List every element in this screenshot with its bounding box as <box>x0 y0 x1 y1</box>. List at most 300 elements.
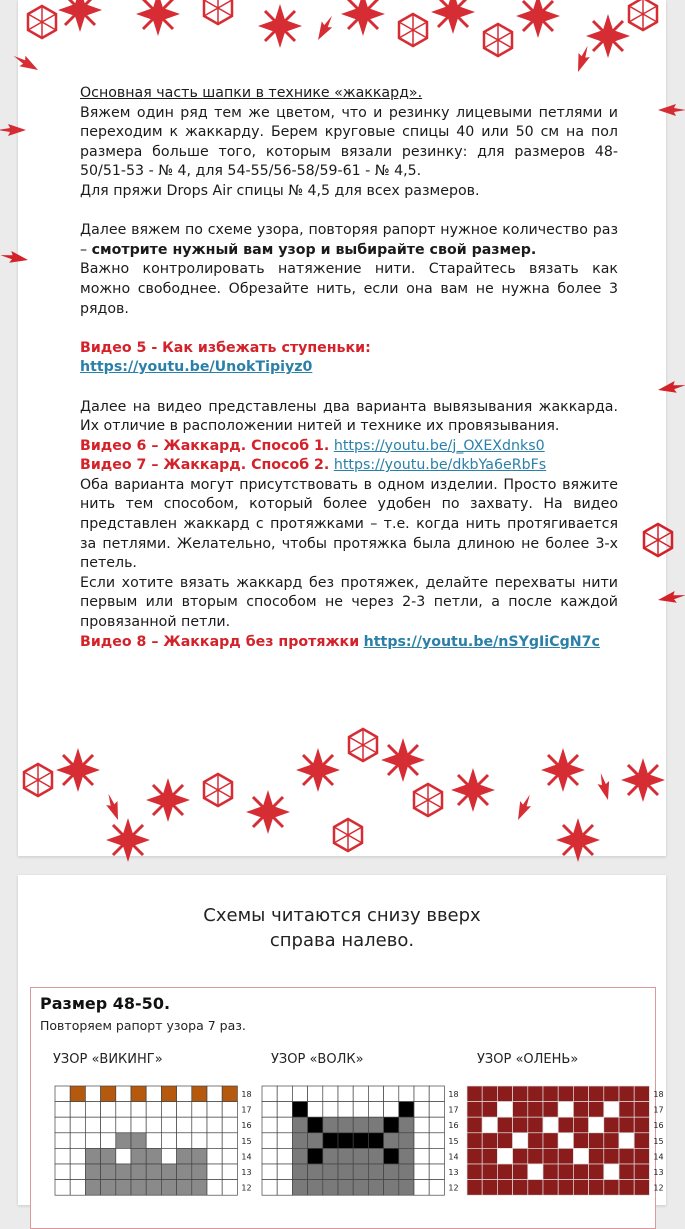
chart-cell <box>589 1180 604 1196</box>
video7-label: Видео 7 – Жаккард. Способ 2. <box>80 457 330 474</box>
document-text <box>80 84 618 652</box>
chart-cell <box>604 1164 619 1180</box>
chart-cell <box>467 1180 482 1196</box>
paragraph-tension: Важно контролировать натяжение нити. Старайтесь вязать как можно свободнее. Обрезайте нить, если она вам не нужна более 3 рядов. <box>80 261 618 317</box>
chart-cell <box>338 1086 353 1102</box>
chart-cell <box>353 1164 368 1180</box>
chart-cell <box>589 1086 604 1102</box>
chart-cell <box>513 1102 528 1118</box>
chart-cell <box>338 1148 353 1164</box>
chart-cell <box>85 1086 100 1102</box>
row-number: 16 <box>241 1121 252 1131</box>
chart-cell <box>497 1117 512 1133</box>
chart-cell <box>292 1164 307 1180</box>
chart-cell <box>384 1164 399 1180</box>
chart-cell <box>116 1117 131 1133</box>
chart-cell <box>277 1086 292 1102</box>
chart-cell <box>338 1164 353 1180</box>
chart-cell <box>513 1117 528 1133</box>
chart-cell <box>177 1133 192 1149</box>
chart-cell <box>338 1102 353 1118</box>
row-number: 18 <box>653 1090 664 1099</box>
chart-cell <box>558 1102 573 1118</box>
chart-cell <box>277 1117 292 1133</box>
chart-cell <box>338 1117 353 1133</box>
chart-cell <box>222 1148 237 1164</box>
chart-cell <box>543 1102 558 1118</box>
chart-cell <box>292 1102 307 1118</box>
chart-cell <box>308 1133 323 1149</box>
chart-cell <box>414 1102 429 1118</box>
chart-cell <box>131 1133 146 1149</box>
chart-cell <box>146 1102 161 1118</box>
chart-cell <box>70 1086 85 1102</box>
chart-cell <box>528 1086 543 1102</box>
chart-cell <box>399 1117 414 1133</box>
chart-cell <box>55 1117 70 1133</box>
row-number: 17 <box>241 1105 252 1115</box>
chart-cell <box>634 1117 649 1133</box>
row-number: 13 <box>448 1168 459 1177</box>
chart-cell <box>368 1180 383 1196</box>
chart-cell <box>55 1148 70 1164</box>
chart-cell <box>368 1086 383 1102</box>
row-number: 18 <box>448 1090 459 1099</box>
chart-cell <box>528 1148 543 1164</box>
chart-cell <box>497 1133 512 1149</box>
chart-cell <box>353 1180 368 1196</box>
chart-cell <box>146 1148 161 1164</box>
chart-cell <box>589 1133 604 1149</box>
row-number: 14 <box>241 1152 252 1162</box>
chart-cell <box>101 1086 116 1102</box>
chart-cell <box>262 1164 277 1180</box>
chart-cell <box>573 1133 588 1149</box>
paragraph-both-methods: Оба варианта могут присутствовать в одном изделии. Просто вяжите нить тем способом, который более удобен по захвату. На видео представлен жаккард с протяжками – т.е. когда нить протягивается за петлями. Желательно, чтобы протяжка была длиною не более 3-х петель. <box>80 476 618 572</box>
chart-cell <box>634 1148 649 1164</box>
chart-cell <box>414 1086 429 1102</box>
chart-cell <box>619 1180 634 1196</box>
chart-cell <box>85 1180 100 1196</box>
chart-cell <box>399 1180 414 1196</box>
chart-cell <box>528 1102 543 1118</box>
chart-cell <box>558 1180 573 1196</box>
chart-cell <box>70 1117 85 1133</box>
chart-cell <box>513 1148 528 1164</box>
chart-cell <box>482 1148 497 1164</box>
chart-cell <box>55 1133 70 1149</box>
chart-cell <box>467 1102 482 1118</box>
video8-link[interactable]: https://youtu.be/nSYgIiCgN7c <box>363 633 600 650</box>
chart-cell <box>513 1164 528 1180</box>
chart-cell <box>604 1148 619 1164</box>
chart-cell <box>528 1180 543 1196</box>
chart-cell <box>323 1117 338 1133</box>
pattern-grid-wolf <box>244 1086 459 1226</box>
row-number: 15 <box>241 1136 252 1146</box>
chart-cell <box>573 1148 588 1164</box>
chart-cell <box>161 1164 176 1180</box>
chart-cell <box>207 1133 222 1149</box>
chart-cell <box>467 1117 482 1133</box>
chart-cell <box>482 1086 497 1102</box>
chart-cell <box>262 1117 277 1133</box>
chart-cell <box>384 1148 399 1164</box>
row-number: 12 <box>241 1183 252 1193</box>
chart-cell <box>323 1164 338 1180</box>
chart-cell <box>323 1102 338 1118</box>
chart-cell <box>429 1164 444 1180</box>
chart-cell <box>513 1133 528 1149</box>
chart-cell <box>634 1102 649 1118</box>
chart-cell <box>323 1148 338 1164</box>
chart-cell <box>85 1133 100 1149</box>
chart-cell <box>101 1133 116 1149</box>
chart-cell <box>429 1148 444 1164</box>
chart-cell <box>414 1164 429 1180</box>
document-page-1 <box>18 0 666 856</box>
size-title: Размер 48-50. <box>40 994 171 1013</box>
chart-cell <box>207 1102 222 1118</box>
chart-cell <box>429 1086 444 1102</box>
row-number: 13 <box>653 1168 664 1177</box>
chart-cell <box>323 1180 338 1196</box>
chart-cell <box>604 1180 619 1196</box>
chart-cell <box>207 1180 222 1196</box>
video7-link[interactable]: https://youtu.be/dkbYa6eRbFs <box>333 457 547 474</box>
pattern-title-viking: УЗОР «ВИКИНГ» <box>53 1052 163 1067</box>
chart-cell <box>558 1133 573 1149</box>
chart-cell <box>207 1148 222 1164</box>
chart-cell <box>634 1133 649 1149</box>
chart-cell <box>207 1086 222 1102</box>
pattern-grid-deer <box>449 1086 664 1226</box>
chart-cell <box>70 1102 85 1118</box>
size-subtitle: Повторяем рапорт узора 7 раз. <box>40 1018 246 1033</box>
row-number: 17 <box>653 1105 664 1115</box>
row-number: 12 <box>653 1183 664 1193</box>
chart-cell <box>70 1133 85 1149</box>
chart-cell <box>414 1180 429 1196</box>
chart-reading-note <box>18 903 666 953</box>
chart-cell <box>353 1102 368 1118</box>
chart-cell <box>55 1180 70 1196</box>
chart-cell <box>619 1086 634 1102</box>
chart-cell <box>116 1164 131 1180</box>
chart-cell <box>131 1148 146 1164</box>
chart-cell <box>573 1164 588 1180</box>
row-number: 17 <box>448 1105 459 1115</box>
chart-cell <box>399 1164 414 1180</box>
chart-cell <box>604 1133 619 1149</box>
chart-cell <box>573 1117 588 1133</box>
chart-cell <box>604 1117 619 1133</box>
chart-cell <box>85 1164 100 1180</box>
chart-cell <box>384 1180 399 1196</box>
chart-cell <box>222 1180 237 1196</box>
chart-cell <box>467 1086 482 1102</box>
chart-cell <box>277 1133 292 1149</box>
chart-cell <box>384 1133 399 1149</box>
chart-cell <box>467 1148 482 1164</box>
chart-cell <box>161 1086 176 1102</box>
chart-cell <box>161 1148 176 1164</box>
chart-cell <box>543 1086 558 1102</box>
chart-cell <box>543 1117 558 1133</box>
chart-cell <box>399 1086 414 1102</box>
chart-cell <box>634 1180 649 1196</box>
chart-cell <box>177 1164 192 1180</box>
chart-cell <box>146 1133 161 1149</box>
chart-cell <box>262 1133 277 1149</box>
chart-cell <box>353 1117 368 1133</box>
row-number: 14 <box>653 1152 664 1162</box>
pattern-grid-viking <box>37 1086 252 1226</box>
chart-cell <box>207 1117 222 1133</box>
chart-cell <box>308 1148 323 1164</box>
chart-cell <box>131 1086 146 1102</box>
chart-cell <box>146 1180 161 1196</box>
chart-cell <box>467 1133 482 1149</box>
chart-cell <box>399 1133 414 1149</box>
chart-cell <box>192 1102 207 1118</box>
chart-cell <box>101 1164 116 1180</box>
chart-cell <box>353 1086 368 1102</box>
pattern-text: Далее вяжем по схеме узора, повторяя рапорт нужное количество раз – <box>80 222 618 258</box>
chart-cell <box>573 1086 588 1102</box>
paragraph-intro: Вяжем один ряд тем же цветом, что и резинку лицевыми петлями и переходим к жаккарду. Берем круговые спицы 40 или 50 см на пол размера больше того, которым вязали резинку: для размеров 48-50/51-53 - № 4, для 54-55/56-58/59-61 - № 4,5. <box>80 104 618 180</box>
chart-cell <box>482 1133 497 1149</box>
chart-cell <box>368 1164 383 1180</box>
chart-cell <box>192 1180 207 1196</box>
chart-cell <box>292 1148 307 1164</box>
chart-cell <box>353 1133 368 1149</box>
chart-cell <box>429 1117 444 1133</box>
chart-cell <box>429 1180 444 1196</box>
chart-cell <box>589 1164 604 1180</box>
chart-cell <box>338 1180 353 1196</box>
pattern-title-deer: УЗОР «ОЛЕНЬ» <box>477 1052 579 1067</box>
chart-cell <box>192 1133 207 1149</box>
video5-label: Видео 5 - Как избежать ступеньки: <box>80 339 371 356</box>
chart-cell <box>177 1148 192 1164</box>
chart-cell <box>308 1180 323 1196</box>
reading-note-line2: справа налево. <box>269 930 415 951</box>
chart-cell <box>70 1148 85 1164</box>
chart-cell <box>308 1102 323 1118</box>
chart-cell <box>262 1180 277 1196</box>
chart-cell <box>222 1117 237 1133</box>
size-section <box>30 987 664 1229</box>
document-page-2 <box>18 875 666 1205</box>
chart-cell <box>55 1164 70 1180</box>
chart-cell <box>131 1117 146 1133</box>
chart-cell <box>85 1102 100 1118</box>
chart-cell <box>192 1117 207 1133</box>
pattern-bold-text: смотрите нужный вам узор и выбирайте свой размер. <box>91 241 537 258</box>
chart-cell <box>338 1133 353 1149</box>
chart-cell <box>528 1164 543 1180</box>
chart-cell <box>634 1086 649 1102</box>
chart-cell <box>192 1148 207 1164</box>
chart-cell <box>604 1086 619 1102</box>
chart-cell <box>222 1164 237 1180</box>
chart-cell <box>528 1117 543 1133</box>
chart-cell <box>543 1133 558 1149</box>
chart-cell <box>146 1117 161 1133</box>
video6-link[interactable]: https://youtu.be/j_OXEXdnks0 <box>333 437 545 454</box>
chart-cell <box>543 1164 558 1180</box>
chart-cell <box>429 1102 444 1118</box>
chart-cell <box>101 1117 116 1133</box>
chart-cell <box>292 1086 307 1102</box>
paragraph-drops-air: Для пряжи Drops Air спицы № 4,5 для всех размеров. <box>80 182 480 199</box>
chart-cell <box>146 1164 161 1180</box>
chart-cell <box>161 1102 176 1118</box>
chart-cell <box>558 1117 573 1133</box>
chart-cell <box>292 1133 307 1149</box>
chart-cell <box>323 1086 338 1102</box>
chart-cell <box>55 1102 70 1118</box>
chart-cell <box>558 1086 573 1102</box>
chart-cell <box>101 1148 116 1164</box>
chart-cell <box>497 1086 512 1102</box>
chart-cell <box>262 1086 277 1102</box>
chart-cell <box>528 1133 543 1149</box>
chart-cell <box>85 1148 100 1164</box>
chart-cell <box>619 1148 634 1164</box>
chart-cell <box>192 1164 207 1180</box>
chart-cell <box>368 1102 383 1118</box>
chart-cell <box>634 1164 649 1180</box>
chart-cell <box>177 1180 192 1196</box>
row-number: 16 <box>448 1121 459 1131</box>
chart-cell <box>353 1148 368 1164</box>
row-number: 12 <box>448 1183 459 1193</box>
chart-cell <box>414 1117 429 1133</box>
chart-cell <box>543 1180 558 1196</box>
chart-cell <box>277 1102 292 1118</box>
chart-cell <box>589 1148 604 1164</box>
chart-cell <box>573 1102 588 1118</box>
chart-cell <box>277 1180 292 1196</box>
chart-cell <box>292 1180 307 1196</box>
chart-cell <box>131 1164 146 1180</box>
chart-cell <box>467 1164 482 1180</box>
video5-link[interactable]: https://youtu.be/UnokTipiyz0 <box>80 359 313 376</box>
chart-cell <box>207 1164 222 1180</box>
chart-cell <box>573 1180 588 1196</box>
chart-cell <box>497 1148 512 1164</box>
chart-cell <box>177 1102 192 1118</box>
chart-cell <box>161 1117 176 1133</box>
chart-cell <box>222 1086 237 1102</box>
chart-cell <box>414 1148 429 1164</box>
section-heading: Основная часть шапки в технике «жаккард». <box>80 85 423 101</box>
paragraph-no-floats: Если хотите вязать жаккард без протяжек, делайте перехваты нити первым или вторым способом не через 2-3 петли, а после каждой провязанной петли. <box>80 574 618 631</box>
row-number: 13 <box>241 1168 252 1177</box>
chart-cell <box>589 1102 604 1118</box>
paragraph-two-methods: Далее на видео представлены два варианта вывязывания жаккарда. Их отличие в расположении нитей и технике их провязывания. <box>80 398 618 435</box>
chart-cell <box>558 1148 573 1164</box>
chart-cell <box>116 1102 131 1118</box>
video8-label: Видео 8 – Жаккард без протяжки <box>80 633 360 650</box>
chart-cell <box>543 1148 558 1164</box>
row-number: 16 <box>653 1121 664 1131</box>
chart-cell <box>177 1086 192 1102</box>
reading-note-line1: Схемы читаются снизу вверх <box>203 905 481 926</box>
chart-cell <box>619 1164 634 1180</box>
chart-cell <box>116 1148 131 1164</box>
chart-cell <box>384 1086 399 1102</box>
chart-cell <box>222 1133 237 1149</box>
row-number: 15 <box>653 1136 664 1146</box>
chart-cell <box>308 1164 323 1180</box>
chart-cell <box>192 1086 207 1102</box>
chart-cell <box>308 1086 323 1102</box>
chart-cell <box>161 1133 176 1149</box>
chart-cell <box>70 1180 85 1196</box>
chart-cell <box>399 1102 414 1118</box>
chart-cell <box>146 1086 161 1102</box>
chart-cell <box>277 1164 292 1180</box>
chart-cell <box>482 1102 497 1118</box>
chart-cell <box>429 1133 444 1149</box>
chart-cell <box>619 1102 634 1118</box>
chart-cell <box>482 1117 497 1133</box>
chart-cell <box>619 1133 634 1149</box>
chart-cell <box>368 1133 383 1149</box>
chart-cell <box>262 1148 277 1164</box>
chart-cell <box>497 1102 512 1118</box>
chart-cell <box>116 1133 131 1149</box>
chart-cell <box>384 1117 399 1133</box>
chart-cell <box>604 1102 619 1118</box>
chart-cell <box>513 1180 528 1196</box>
chart-cell <box>131 1180 146 1196</box>
chart-cell <box>85 1117 100 1133</box>
chart-cell <box>277 1148 292 1164</box>
chart-cell <box>292 1117 307 1133</box>
chart-cell <box>589 1117 604 1133</box>
chart-cell <box>323 1133 338 1149</box>
chart-cell <box>368 1148 383 1164</box>
chart-cell <box>482 1164 497 1180</box>
chart-cell <box>177 1117 192 1133</box>
chart-cell <box>384 1102 399 1118</box>
chart-cell <box>513 1086 528 1102</box>
chart-cell <box>368 1117 383 1133</box>
chart-cell <box>497 1164 512 1180</box>
chart-cell <box>101 1180 116 1196</box>
video6-label: Видео 6 – Жаккард. Способ 1. <box>80 437 330 454</box>
chart-cell <box>262 1102 277 1118</box>
chart-cell <box>70 1164 85 1180</box>
row-number: 14 <box>448 1152 459 1162</box>
chart-cell <box>222 1102 237 1118</box>
chart-cell <box>116 1086 131 1102</box>
chart-cell <box>101 1102 116 1118</box>
pattern-title-wolf: УЗОР «ВОЛК» <box>271 1052 364 1067</box>
chart-cell <box>161 1180 176 1196</box>
chart-cell <box>497 1180 512 1196</box>
chart-cell <box>399 1148 414 1164</box>
chart-cell <box>558 1164 573 1180</box>
chart-cell <box>482 1180 497 1196</box>
chart-cell <box>131 1102 146 1118</box>
chart-cell <box>308 1117 323 1133</box>
chart-cell <box>619 1117 634 1133</box>
